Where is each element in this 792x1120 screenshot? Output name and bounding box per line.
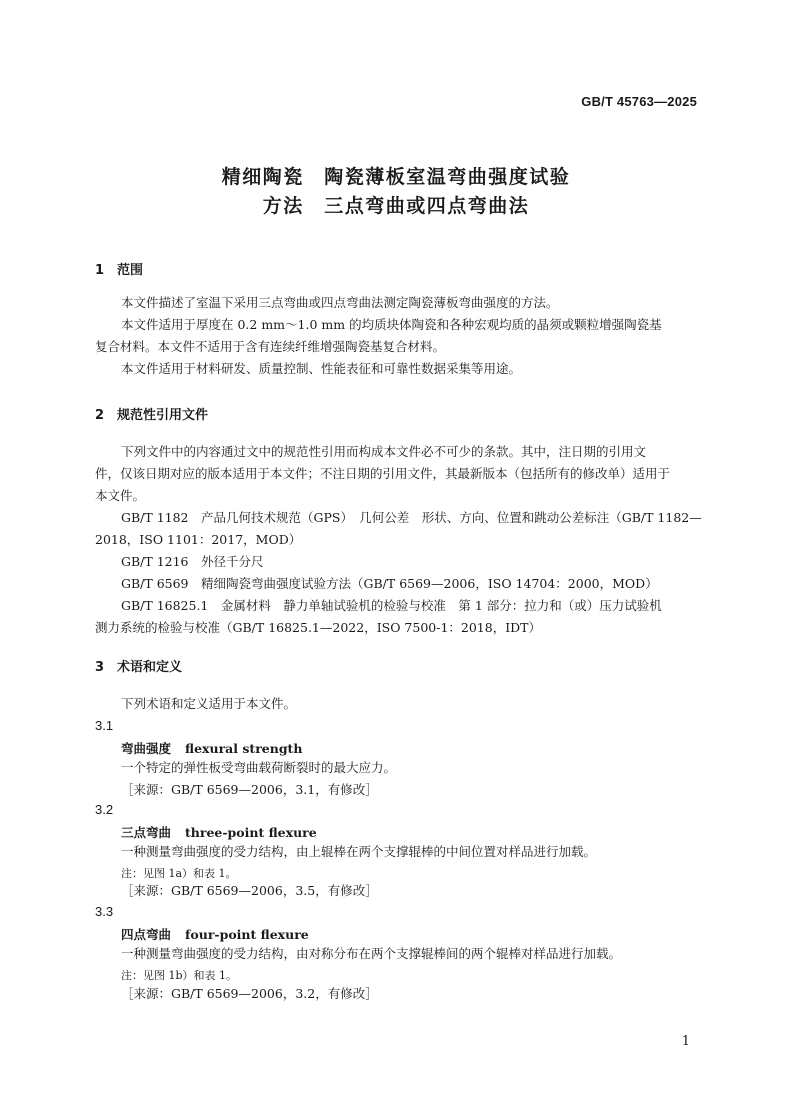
term-definition: 一种测量弯曲强度的受力结构，由对称分布在两个支撑辊棒间的两个辊棒对样品进行加载。	[121, 946, 622, 961]
term-heading	[121, 739, 302, 757]
section-3-heading	[95, 656, 182, 675]
paragraph: 本文件适用于材料研发、质量控制、性能表征和可靠性数据采集等用途。	[121, 361, 522, 376]
section-number: 3	[95, 660, 105, 675]
section-title: 规范性引用文件	[117, 408, 209, 423]
document-title-line-2: 方法 三点弯曲或四点弯曲法	[262, 195, 530, 217]
term-heading	[121, 823, 317, 841]
paragraph-continuation: 本文件。	[95, 488, 146, 503]
section-title: 术语和定义	[117, 660, 183, 675]
standard-number: GB/T 45763—2025	[581, 94, 697, 109]
term-definition: 一个特定的弹性板受弯曲载荷断裂时的最大应力。	[121, 760, 397, 775]
term-note: 注：见图 1a）和表 1。	[121, 867, 237, 880]
section-number: 2	[95, 408, 105, 423]
paragraph: 下列术语和定义适用于本文件。	[121, 696, 297, 711]
document-title-line-1: 精细陶瓷 陶瓷薄板室温弯曲强度试验	[221, 166, 571, 188]
term-definition: 一种测量弯曲强度的受力结构，由上辊棒在两个支撑辊棒的中间位置对样品进行加载。	[121, 844, 597, 859]
term-heading	[121, 925, 309, 943]
paragraph: 本文件适用于厚度在 0.2 mm～1.0 mm 的均质块体陶瓷和各种宏观均质的晶须或颗粒增强陶瓷基	[121, 317, 662, 332]
term-english: flexural strength	[185, 741, 303, 756]
paragraph-continuation: 件，仅该日期对应的版本适用于本文件；不注日期的引用文件，其最新版本（包括所有的修改单）适用于	[95, 466, 671, 481]
term-english: four-point flexure	[185, 927, 309, 942]
reference-item: GB/T 1216 外径千分尺	[121, 554, 264, 569]
section-1-heading	[95, 259, 143, 278]
reference-item: GB/T 6569 精细陶瓷弯曲强度试验方法（GB/T 6569—2006，ISO 14704：2000，MOD）	[121, 576, 658, 591]
reference-item: GB/T 16825.1 金属材料 静力单轴试验机的检验与校准 第 1 部分：拉力和（或）压力试验机	[121, 598, 662, 613]
term-source: ［来源：GB/T 6569—2006，3.5，有修改］	[121, 883, 378, 898]
section-title: 范围	[117, 263, 144, 278]
page-number: 1	[681, 1034, 690, 1049]
term-chinese: 四点弯曲	[121, 927, 172, 942]
term-number: 3.1	[95, 718, 114, 733]
paragraph: 本文件描述了室温下采用三点弯曲或四点弯曲法测定陶瓷薄板弯曲强度的方法。	[121, 295, 559, 310]
section-number: 1	[95, 263, 105, 278]
reference-item-continuation: 测力系统的检验与校准（GB/T 16825.1—2022，ISO 7500-1：2018，IDT）	[95, 620, 542, 635]
term-note: 注：见图 1b）和表 1。	[121, 969, 238, 982]
section-2-heading	[95, 404, 208, 423]
term-english: three-point flexure	[185, 825, 317, 840]
term-number: 3.2	[95, 802, 114, 817]
paragraph-continuation: 复合材料。本文件不适用于含有连续纤维增强陶瓷基复合材料。	[95, 339, 446, 354]
term-chinese: 弯曲强度	[121, 741, 172, 756]
reference-item-continuation: 2018，ISO 1101：2017，MOD）	[95, 532, 302, 547]
term-chinese: 三点弯曲	[121, 825, 172, 840]
term-source: ［来源：GB/T 6569—2006，3.1，有修改］	[121, 782, 378, 797]
reference-item: GB/T 1182 产品几何技术规范（GPS） 几何公差 形状、方向、位置和跳动公差标注（GB/T 1182—	[121, 510, 702, 525]
paragraph: 下列文件中的内容通过文中的规范性引用而构成本文件必不可少的条款。其中，注日期的引用文	[121, 444, 647, 459]
term-source: ［来源：GB/T 6569—2006，3.2，有修改］	[121, 986, 378, 1001]
term-number: 3.3	[95, 904, 114, 919]
